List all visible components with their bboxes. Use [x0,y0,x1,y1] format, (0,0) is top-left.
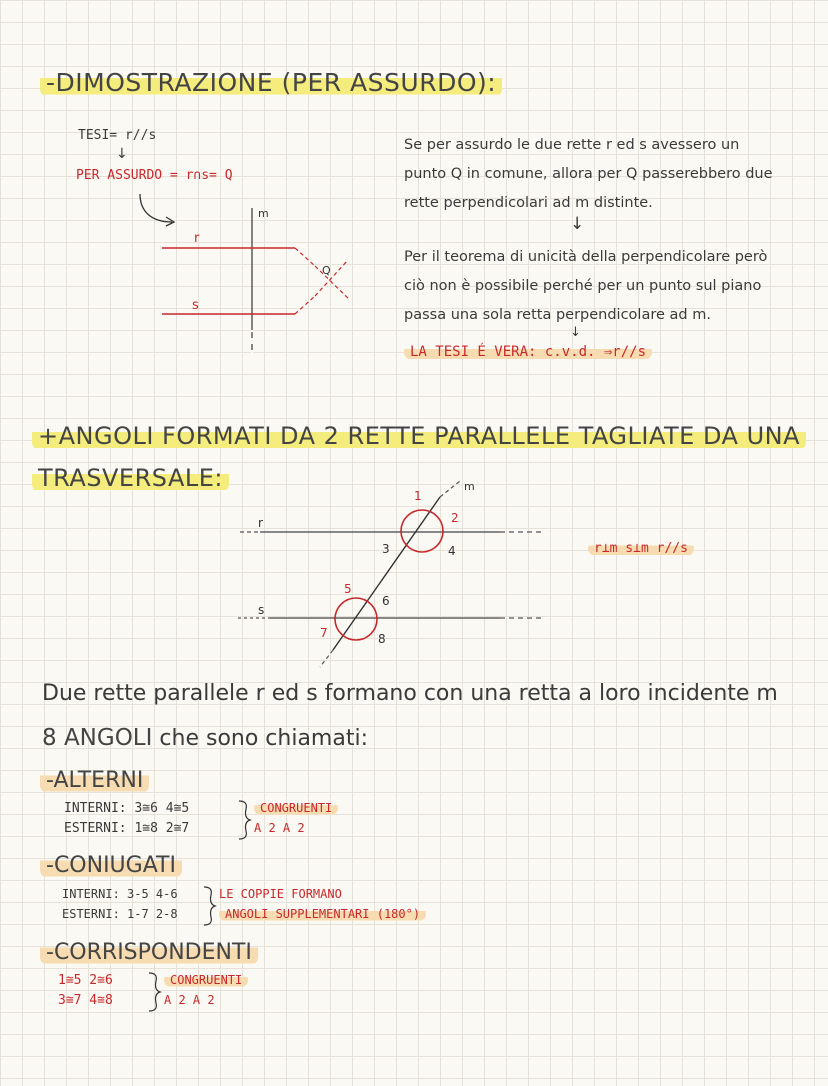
label-r: r [258,516,263,530]
paragraph-2 [404,243,767,330]
angle-1: 1 [414,489,422,503]
coniugati-note-2: ANGOLI SUPPLEMENTARI (180°) [219,907,426,921]
angle-7: 7 [320,626,328,640]
paragraph-1-line-1: Se per assurdo le due rette r ed s avessero un [404,137,740,153]
proof-label-s: s [192,298,199,313]
label-s: s [258,603,265,617]
intro-line-2 [42,725,368,751]
corrispondenti-brace [146,971,162,1013]
coniugati-brace [201,885,217,927]
paragraph-1-line-3: rette perpendicolari ad m distinte. [404,195,653,211]
coniugati-note-1: LE COPPIE FORMANO [219,887,342,901]
alterni-brace [236,799,252,841]
angle-8: 8 [378,632,386,646]
alterni-note-2: A 2 A 2 [254,821,305,835]
per-assurdo-label: PER ASSURDO = r∩s= Q [76,168,233,183]
coniugati-title: -CONIUGATI [40,853,182,878]
alterni-title: -ALTERNI [40,768,149,793]
alterni-note-1: CONGRUENTI [254,801,338,815]
paragraph-2-line-3: passa una sola retta perpendicolare ad m. [404,307,711,323]
coniugati-esterni: ESTERNI: 1-7 2-8 [62,907,178,921]
angle-4: 4 [448,544,456,558]
paragraph-1 [404,131,773,218]
proof-diagram [130,190,370,360]
coniugati-interni: INTERNI: 3-5 4-6 [62,887,178,901]
corrispondenti-note-2: A 2 A 2 [164,993,215,1007]
section-2-title-line-1: +ANGOLI FORMATI DA 2 RETTE PARALLELE TAGLIATE DA UNA [32,422,806,450]
paragraph-2-line-2: ciò non è possibile perché per un punto sul piano [404,278,762,294]
corrispondenti-note-1: CONGRUENTI [164,973,248,987]
angle-6: 6 [382,594,390,608]
relations-note: r⊥m s⊥m r//s [588,541,694,556]
angle-5: 5 [344,582,352,596]
proof-label-q: Q [322,264,331,277]
paragraph-2-line-1: Per il teorema di unicità della perpendicolare però [404,249,768,265]
parallel-lines-diagram [230,475,550,675]
intro-8-angoli: 8 ANGOLI [42,725,153,751]
corrispondenti-line-1: 1≅5 2≅6 [58,973,113,988]
tesi-label: TESI= r//s [78,128,157,143]
proof-label-m: m [258,207,269,220]
angle-2: 2 [451,511,459,525]
intro-line-2-rest: che sono chiamati: [152,726,368,751]
section-1-title: -DIMOSTRAZIONE (PER ASSURDO): [40,68,502,97]
label-m: m [464,480,475,493]
intro-line-1: Due rette parallele r ed s formano con una retta a loro incidente m [42,681,778,706]
conclusion: LA TESI É VERA: c.v.d. ⇒r//s [404,344,652,360]
corrispondenti-title: -CORRISPONDENTI [40,940,258,965]
alterni-interni: INTERNI: 3≅6 4≅5 [64,801,190,816]
paragraph-arrow: ↓ [570,214,585,234]
alterni-esterni: ESTERNI: 1≅8 2≅7 [64,821,190,836]
corrispondenti-line-2: 3≅7 4≅8 [58,993,113,1008]
proof-label-r: r [194,231,200,246]
conclusion-arrow: ↓ [570,325,581,340]
section-2-title-line-2: TRASVERSALE: [32,464,229,492]
paragraph-1-line-2: punto Q in comune, allora per Q passerebbero due [404,166,773,182]
angle-3: 3 [382,542,390,556]
tesi-arrow: ↓ [116,146,128,162]
